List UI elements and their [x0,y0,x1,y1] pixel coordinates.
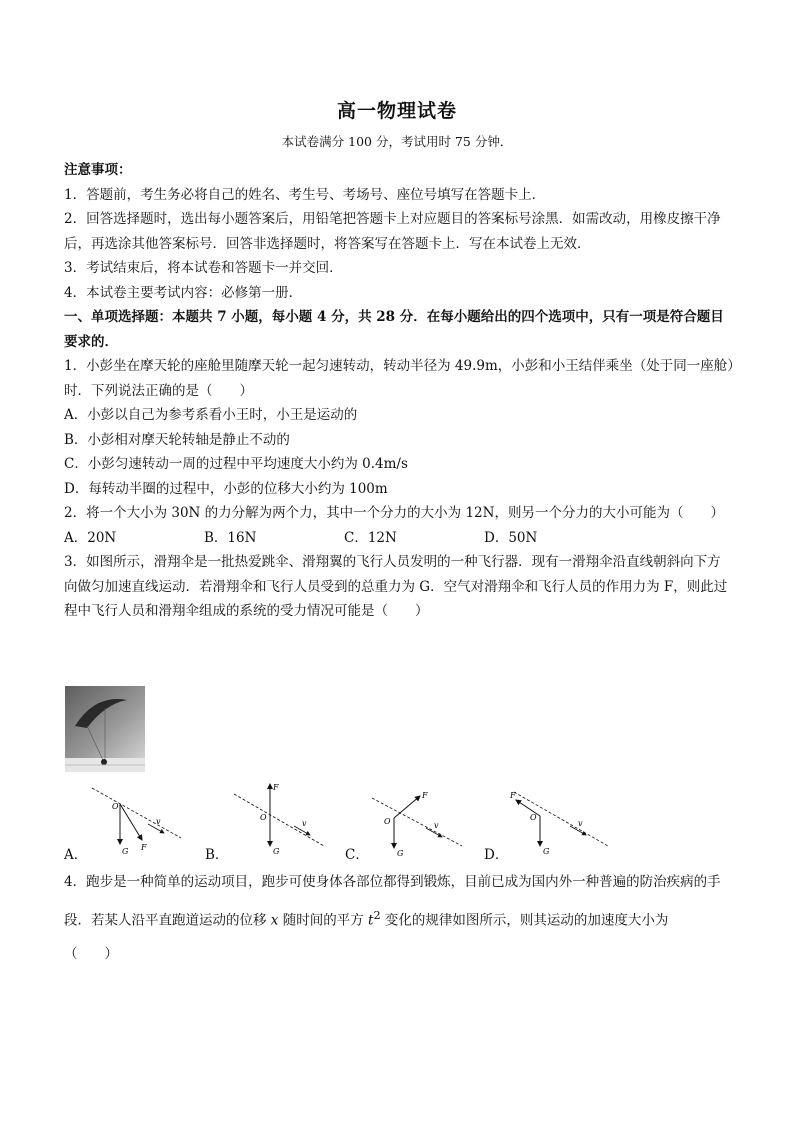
page-subtitle: 本试卷满分 100 分，考试用时 75 分钟． [281,134,513,149]
label-force: F [141,843,147,852]
label-velocity: v [434,821,439,830]
question-4-stem [64,866,734,971]
label-origin: O [112,802,119,811]
note-item-3: 3．考试结束后，将本试卷和答题卡一并交回． [64,260,343,276]
label-origin: O [530,813,537,822]
variable-x: x [270,912,279,929]
force-diagram-c [364,780,474,862]
section-heading: 一、单项选择题：本题共 7 小题，每小题 4 分，共 28 分．在每小题给出的四个选项中，只有一项是符合题目要求的． [64,309,724,350]
question-1-option-a: A．小彭以自己为参考系看小王时，小王是运动的 [64,407,358,423]
question-2-option-b: B．16N [204,529,257,546]
label-gravity: G [122,847,129,856]
figure-label-b: B． [205,847,229,863]
question-2-option-a: A．20N [64,529,117,546]
question-4-text-1: 4．跑步是一种简单的运动项目，跑步可使身体各部位都得到锻炼，目前已成为国内外一种普遍的防治疾病的手段．若某人沿平直跑道运动的位移 [64,874,721,929]
label-velocity: v [156,817,161,826]
question-4-text-3: 变化的规律如图所示，则其运动的加速度大小为 [380,912,669,929]
figure-label-d: D． [484,847,509,863]
page-title: 高一物理试卷 [336,100,457,122]
exam-content [64,158,734,624]
superscript-2: 2 [373,909,381,922]
question-2-stem: 2．将一个大小为 30N 的力分解为两个力，其中一个分力的大小为 12N，则另一个分力的大小可能为（ ） [64,505,724,521]
question-1-option-c: C．小彭匀速转动一周的过程中平均速度大小约为 0.4m/s [64,456,408,472]
question-2-options [64,526,734,551]
question-1-option-d: D．每转动半圈的过程中，小彭的位移大小约为 100m [64,480,388,497]
force-diagram-a [86,780,196,862]
label-gravity: G [397,849,404,858]
label-velocity: v [578,819,583,828]
question-1-stem: 1．小彭坐在摩天轮的座舱里随摩天轮一起匀速转动，转动半径为 49.9m，小彭和小王结伴乘坐（处于同一座舱）时．下列说法正确的是（ ） [64,358,734,399]
notes-heading: 注意事项： [64,162,132,178]
question-1-option-b: B．小彭相对摩天轮转轴是静止不动的 [64,431,290,448]
label-force: F [422,791,428,800]
paraglider-photo [65,686,145,772]
label-gravity: G [273,847,280,856]
label-gravity: G [543,847,550,856]
label-origin: O [260,813,267,822]
label-origin: O [384,817,391,826]
force-diagram-b [224,780,334,862]
question-4-text-2: 随时间的平方 [278,912,369,929]
figure-label-a: A． [64,847,88,863]
label-velocity: v [302,819,307,828]
note-item-1: 1．答题前，考生务必将自己的姓名、考生号、考场号、座位号填写在答题卡上． [64,186,546,203]
note-item-2: 2．回答选择题时，选出每小题答案后，用铅笔把答题卡上对应题目的答案标号涂黑．如需改动，用橡皮擦干净后，再选涂其他答案标号．回答非选择题时，将答案写在答题卡上．写在本试卷上无效． [64,211,721,252]
label-force: F [510,791,516,800]
question-2-option-c: C．12N [344,529,397,546]
note-item-4: 4．本试卷主要考试内容：必修第一册． [64,284,303,301]
question-4-answer-blank: （ ） [64,945,118,962]
label-force: F [273,783,279,792]
question-2-option-d: D．50N [484,529,538,546]
question-3-stem: 3．如图所示，滑翔伞是一批热爱跳伞、滑翔翼的飞行人员发明的一种飞行器．现有一滑翔伞沿直线朝斜向下方向做匀加速直线运动．若滑翔伞和飞行人员受到的总重力为 G．空气对滑翔伞和飞行人员的作用力为 F，则此过程中飞行人员和滑翔伞组成的系统的受力情况可能是（ ） [64,554,728,619]
figure-label-c: C． [345,847,369,863]
question-3-figures [64,780,684,862]
variable-t: t [368,912,374,929]
force-diagram-d [504,780,614,862]
